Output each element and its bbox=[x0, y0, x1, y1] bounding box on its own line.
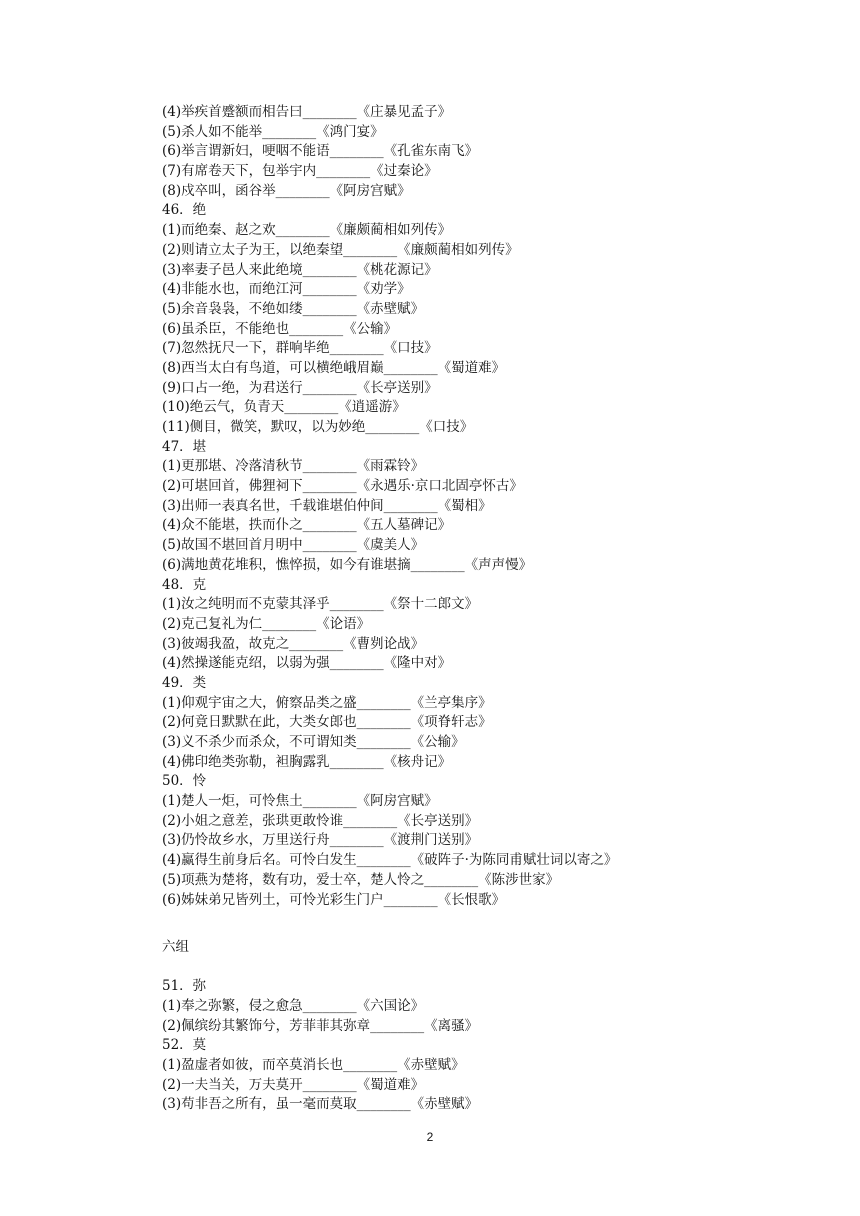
exercise-item: (3)仍怜故乡水，万里送行舟________《渡荆门送别》 bbox=[162, 832, 479, 849]
exercise-item: (3)出师一表真名世，千载谁堪伯仲间________《蜀相》 bbox=[162, 497, 492, 514]
exercise-item: (4)佛印绝类弥勒，袒胸露乳________《核舟记》 bbox=[162, 753, 452, 770]
exercise-item: (6)姊妹弟兄皆列土，可怜光彩生门户________《长恨歌》 bbox=[162, 891, 506, 908]
exercise-item: (2)小姐之意差，张珙更敢怜谁________《长亭送别》 bbox=[162, 812, 479, 829]
section-heading: 51．弥 bbox=[162, 978, 207, 995]
exercise-item: (10)绝云气，负青天________《逍遥游》 bbox=[162, 399, 406, 416]
exercise-item: (2)一夫当关，万夫莫开________《蜀道难》 bbox=[162, 1076, 425, 1093]
group-title: 六组 bbox=[162, 938, 189, 955]
exercise-item: (6)满地黄花堆积，憔悴损，如今有谁堪摘________《声声慢》 bbox=[162, 556, 533, 573]
exercise-item: (1)楚人一炬，可怜焦土________《阿房宫赋》 bbox=[162, 793, 438, 810]
exercise-item: (2)何竟日默默在此，大类女郎也________《项脊轩志》 bbox=[162, 714, 492, 731]
exercise-item: (6)虽杀臣，不能绝也________《公输》 bbox=[162, 320, 398, 337]
page-number: 2 bbox=[426, 1130, 434, 1144]
exercise-item: (1)而绝秦、赵之欢________《廉颇蔺相如列传》 bbox=[162, 222, 452, 239]
exercise-item: (1)盈虚者如彼，而卒莫消长也________《赤壁赋》 bbox=[162, 1057, 465, 1073]
exercise-item: (3)彼竭我盈，故克之________《曹刿论战》 bbox=[162, 635, 425, 652]
exercise-item: (4)非能水也，而绝江河________《劝学》 bbox=[162, 281, 411, 298]
exercise-item: (1)仰观宇宙之大，俯察品类之盛________《兰亭集序》 bbox=[162, 694, 492, 711]
exercise-item: (7)忽然抚尺一下，群响毕绝________《口技》 bbox=[162, 340, 438, 357]
section-heading: 50．怜 bbox=[162, 773, 207, 790]
exercise-item: (4)众不能堪，抶而仆之________《五人墓碑记》 bbox=[162, 517, 452, 534]
exercise-item: (9)口占一绝，为君送行________《长亭送别》 bbox=[162, 379, 438, 396]
exercise-item: (5)余音袅袅，不绝如缕________《赤壁赋》 bbox=[162, 300, 425, 317]
blank-line bbox=[162, 910, 762, 930]
exercise-item: (5)项燕为楚将，数有功，爱士卒，楚人怜之________《陈涉世家》 bbox=[162, 871, 560, 888]
exercise-item: (8)戍卒叫，函谷举________《阿房宫赋》 bbox=[162, 182, 411, 199]
section-heading: 52．莫 bbox=[162, 1037, 207, 1054]
exercise-item: (1)汝之纯明而不克蒙其泽乎________《祭十二郎文》 bbox=[162, 596, 479, 613]
blank-line bbox=[162, 958, 762, 978]
exercise-item: (1)更那堪、冷落清秋节________《雨霖铃》 bbox=[162, 458, 425, 475]
exercise-item: (4)赢得生前身后名。可怜白发生________《破阵子·为陈同甫赋壮词以寄之》 bbox=[162, 852, 618, 869]
document-body bbox=[162, 103, 762, 1115]
exercise-item: (1)奉之弥繁，侵之愈急________《六国论》 bbox=[162, 997, 425, 1014]
exercise-item: (4)举疾首蹙额而相告曰________《庄暴见孟子》 bbox=[162, 104, 452, 120]
exercise-item: (6)举言谓新妇，哽咽不能语________《孔雀东南飞》 bbox=[162, 143, 479, 160]
exercise-item: (3)苟非吾之所有，虽一毫而莫取________《赤壁赋》 bbox=[162, 1096, 479, 1113]
exercise-item: (8)西当太白有鸟道，可以横绝峨眉巅________《蜀道难》 bbox=[162, 359, 506, 376]
section-heading: 48．克 bbox=[162, 576, 207, 593]
exercise-block-45-50 bbox=[162, 103, 762, 910]
exercise-item: (2)克己复礼为仁________《论语》 bbox=[162, 615, 371, 632]
exercise-item: (3)率妻子邑人来此绝境________《桃花源记》 bbox=[162, 261, 438, 278]
exercise-item: (3)义不杀少而杀众，不可谓知类________《公输》 bbox=[162, 734, 465, 750]
exercise-item: (5)故国不堪回首月明中________《虞美人》 bbox=[162, 537, 425, 554]
section-heading: 47．堪 bbox=[162, 438, 207, 455]
exercise-item: (2)佩缤纷其繁饰兮，芳菲菲其弥章________《离骚》 bbox=[162, 1017, 479, 1034]
exercise-item: (5)杀人如不能举________《鸿门宴》 bbox=[162, 123, 384, 140]
exercise-item: (11)侧目，微笑，默叹，以为妙绝________《口技》 bbox=[162, 419, 474, 435]
exercise-item: (4)然操遂能克绍，以弱为强________《隆中对》 bbox=[162, 655, 452, 672]
exercise-item: (2)则请立太子为王，以绝秦望________《廉颇蔺相如列传》 bbox=[162, 241, 519, 258]
section-heading: 46．绝 bbox=[162, 202, 207, 219]
section-heading: 49．类 bbox=[162, 674, 207, 691]
exercise-item: (2)可堪回首，佛狸祠下________《永遇乐·京口北固亭怀古》 bbox=[162, 478, 523, 495]
exercise-block-51-52 bbox=[162, 977, 762, 1115]
exercise-item: (7)有席卷天下，包举宇内________《过秦论》 bbox=[162, 163, 438, 180]
